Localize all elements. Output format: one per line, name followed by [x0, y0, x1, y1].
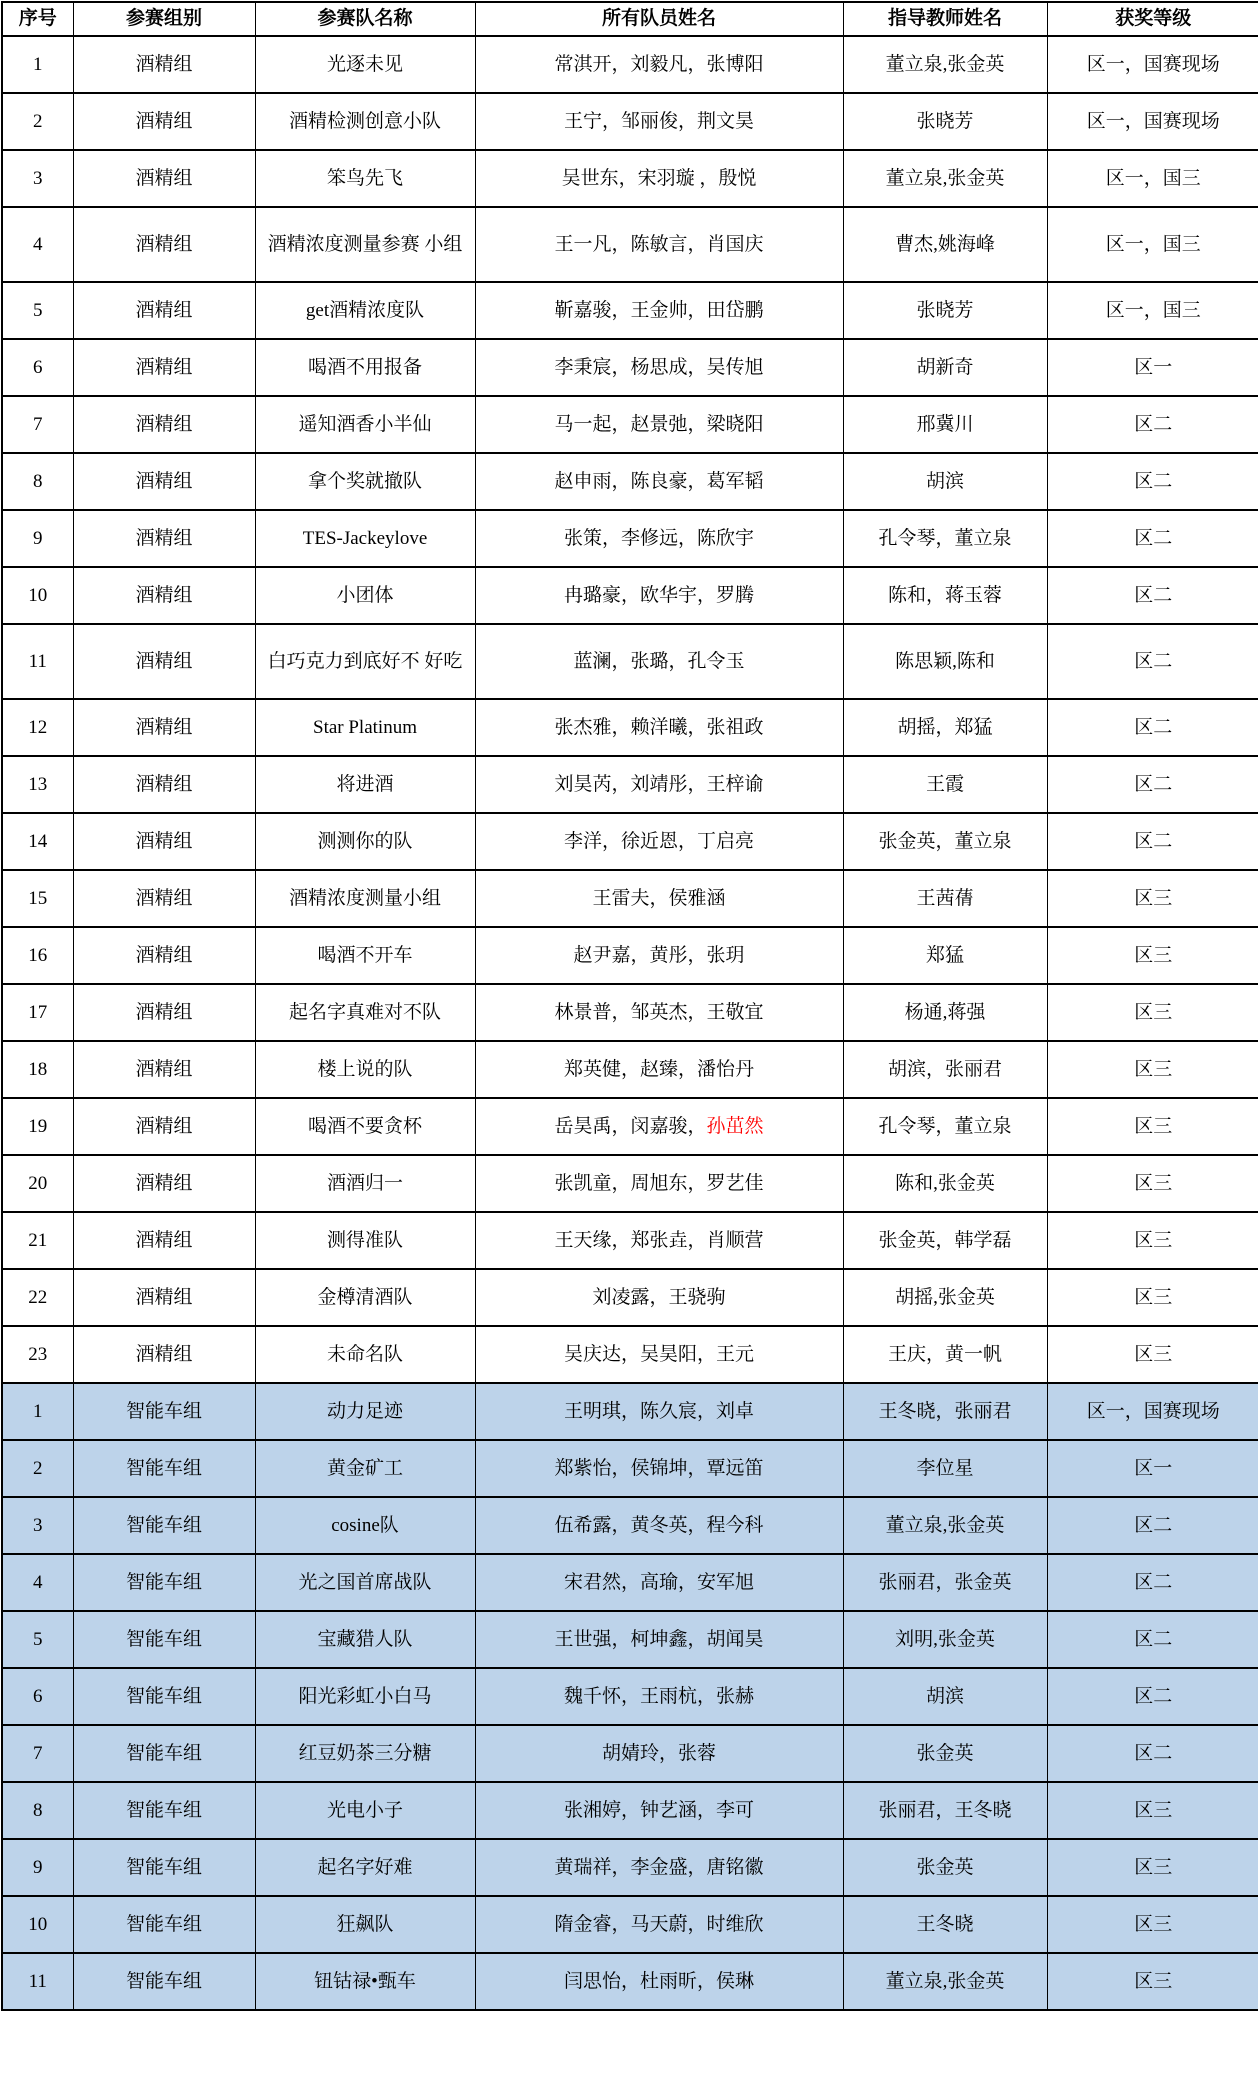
cell-advisor-names: 张晓芳	[843, 282, 1047, 339]
cell-group: 酒精组	[73, 339, 255, 396]
cell-advisor-names: 王茜蒨	[843, 870, 1047, 927]
cell-award-level: 区三	[1047, 984, 1258, 1041]
cell-advisor-names: 董立泉,张金英	[843, 36, 1047, 93]
member-names-text: 吴庆达，吴昊阳，王元	[563, 1343, 754, 1365]
cell-advisor-names: 张金英	[843, 1725, 1047, 1782]
cell-team-name: 光逐未见	[255, 36, 475, 93]
cell-serial-number: 13	[2, 756, 73, 813]
cell-group: 酒精组	[73, 207, 255, 282]
cell-member-names	[475, 396, 843, 453]
cell-group: 酒精组	[73, 396, 255, 453]
cell-team-name: 金樽清酒队	[255, 1269, 475, 1326]
table-row	[2, 1326, 1258, 1383]
member-names-text: 林景普，邹英杰，王敬宜	[554, 1001, 764, 1023]
cell-member-names	[475, 1953, 843, 2010]
cell-award-level: 区一，国三	[1047, 207, 1258, 282]
member-names-text: 郑紫怡，侯锦坤，覃远笛	[554, 1457, 764, 1479]
cell-group: 智能车组	[73, 1953, 255, 2010]
cell-member-names	[475, 984, 843, 1041]
cell-serial-number: 3	[2, 150, 73, 207]
cell-team-name: 喝酒不用报备	[255, 339, 475, 396]
cell-group: 智能车组	[73, 1839, 255, 1896]
cell-award-level: 区二	[1047, 396, 1258, 453]
cell-advisor-names: 张金英	[843, 1839, 1047, 1896]
cell-advisor-names: 董立泉,张金英	[843, 1497, 1047, 1554]
cell-team-name: cosine队	[255, 1497, 475, 1554]
cell-advisor-names: 张丽君，王冬晓	[843, 1782, 1047, 1839]
cell-group: 智能车组	[73, 1896, 255, 1953]
cell-award-level: 区二	[1047, 756, 1258, 813]
cell-award-level: 区二	[1047, 1725, 1258, 1782]
cell-award-level: 区二	[1047, 1554, 1258, 1611]
cell-member-names	[475, 813, 843, 870]
member-names-text: 张湘婷，钟艺涵，李可	[563, 1799, 754, 1821]
cell-member-names	[475, 1326, 843, 1383]
cell-member-names	[475, 1269, 843, 1326]
table-row	[2, 150, 1258, 207]
cell-serial-number: 6	[2, 339, 73, 396]
cell-member-names	[475, 1554, 843, 1611]
member-names-text: 马一起，赵景弛，梁晓阳	[554, 413, 764, 435]
cell-advisor-names: 邢冀川	[843, 396, 1047, 453]
cell-group: 酒精组	[73, 1098, 255, 1155]
cell-group: 酒精组	[73, 1326, 255, 1383]
table-row	[2, 396, 1258, 453]
cell-serial-number: 16	[2, 927, 73, 984]
cell-team-name: 宝藏猎人队	[255, 1611, 475, 1668]
cell-serial-number: 15	[2, 870, 73, 927]
cell-team-name: 楼上说的队	[255, 1041, 475, 1098]
cell-member-names	[475, 1497, 843, 1554]
member-names-text: 王一凡，陈敏言，肖国庆	[554, 233, 764, 255]
cell-advisor-names: 陈思颖,陈和	[843, 624, 1047, 699]
cell-member-names	[475, 339, 843, 396]
cell-team-name: 酒酒归一	[255, 1155, 475, 1212]
cell-team-name: 动力足迹	[255, 1383, 475, 1440]
member-names-text: 岳昊禹，闵嘉骏，	[554, 1115, 707, 1137]
cell-team-name: 将进酒	[255, 756, 475, 813]
cell-group: 酒精组	[73, 870, 255, 927]
cell-advisor-names: 王霞	[843, 756, 1047, 813]
cell-group: 智能车组	[73, 1725, 255, 1782]
cell-advisor-names: 胡滨	[843, 1668, 1047, 1725]
cell-member-names	[475, 1041, 843, 1098]
cell-team-name: 狂飙队	[255, 1896, 475, 1953]
table-row	[2, 870, 1258, 927]
cell-team-name: TES-Jackeylove	[255, 510, 475, 567]
cell-award-level: 区一，国赛现场	[1047, 1383, 1258, 1440]
table-row	[2, 927, 1258, 984]
member-names-text: 王明琪，陈久宸，刘卓	[563, 1400, 754, 1422]
cell-group: 酒精组	[73, 93, 255, 150]
cell-advisor-names: 胡滨	[843, 453, 1047, 510]
cell-serial-number: 10	[2, 1896, 73, 1953]
table-row	[2, 207, 1258, 282]
member-names-text: 刘昊芮，刘靖彤，王梓谕	[554, 773, 764, 795]
cell-serial-number: 11	[2, 1953, 73, 2010]
cell-team-name: 光之国首席战队	[255, 1554, 475, 1611]
cell-team-name: 阳光彩虹小白马	[255, 1668, 475, 1725]
cell-group: 智能车组	[73, 1611, 255, 1668]
cell-member-names	[475, 207, 843, 282]
cell-member-names	[475, 1839, 843, 1896]
table-row	[2, 813, 1258, 870]
member-names-text: 黄瑞祥，李金盛，唐铭徽	[554, 1856, 764, 1878]
member-names-text: 赵尹嘉，黄彤，张玥	[573, 944, 745, 966]
cell-award-level: 区二	[1047, 624, 1258, 699]
cell-team-name: 酒精检测创意小队	[255, 93, 475, 150]
cell-advisor-names: 胡新奇	[843, 339, 1047, 396]
cell-serial-number: 19	[2, 1098, 73, 1155]
cell-advisor-names: 郑猛	[843, 927, 1047, 984]
cell-advisor-names: 王冬晓，张丽君	[843, 1383, 1047, 1440]
cell-member-names	[475, 1440, 843, 1497]
cell-member-names	[475, 756, 843, 813]
cell-advisor-names: 王冬晓	[843, 1896, 1047, 1953]
member-names-text: 王天缘，郑张垚，肖顺营	[554, 1229, 764, 1251]
cell-serial-number: 11	[2, 624, 73, 699]
cell-award-level: 区二	[1047, 567, 1258, 624]
member-names-text: 王世强，柯坤鑫，胡闻昊	[554, 1628, 764, 1650]
cell-award-level: 区三	[1047, 1155, 1258, 1212]
table-row	[2, 1554, 1258, 1611]
header-team-name: 参赛队名称	[255, 2, 475, 36]
cell-award-level: 区三	[1047, 927, 1258, 984]
cell-member-names	[475, 93, 843, 150]
cell-award-level: 区三	[1047, 1212, 1258, 1269]
cell-group: 智能车组	[73, 1383, 255, 1440]
member-names-text: 张杰雅，赖洋曦，张祖政	[554, 716, 764, 738]
cell-member-names	[475, 699, 843, 756]
cell-group: 智能车组	[73, 1440, 255, 1497]
member-names-text: 常淇开，刘毅凡，张博阳	[554, 53, 764, 75]
member-names-text: 赵申雨，陈良豪，葛军韬	[554, 470, 764, 492]
table-row	[2, 1041, 1258, 1098]
header-advisor-names: 指导教师姓名	[843, 2, 1047, 36]
member-names-text: 闫思怡，杜雨昕，侯琳	[563, 1970, 754, 1992]
cell-group: 酒精组	[73, 699, 255, 756]
cell-advisor-names: 张丽君，张金英	[843, 1554, 1047, 1611]
cell-team-name: 拿个奖就撤队	[255, 453, 475, 510]
cell-award-level: 区三	[1047, 1269, 1258, 1326]
cell-serial-number: 1	[2, 36, 73, 93]
cell-group: 酒精组	[73, 1041, 255, 1098]
member-names-text: 魏千怀，王雨杭，张赫	[563, 1685, 754, 1707]
member-names-text: 王宁，邹丽俊，荆文昊	[563, 110, 754, 132]
cell-group: 智能车组	[73, 1668, 255, 1725]
cell-advisor-names: 胡滨，张丽君	[843, 1041, 1047, 1098]
cell-award-level: 区一，国三	[1047, 150, 1258, 207]
table-row	[2, 1098, 1258, 1155]
cell-serial-number: 1	[2, 1383, 73, 1440]
cell-group: 酒精组	[73, 150, 255, 207]
cell-serial-number: 2	[2, 93, 73, 150]
member-names-text: 胡婧玲，张蓉	[601, 1742, 716, 1764]
cell-team-name: 黄金矿工	[255, 1440, 475, 1497]
cell-group: 酒精组	[73, 510, 255, 567]
cell-award-level: 区三	[1047, 1953, 1258, 2010]
table-row	[2, 36, 1258, 93]
table-row	[2, 1953, 1258, 2010]
cell-advisor-names: 曹杰,姚海峰	[843, 207, 1047, 282]
member-names-text: 靳嘉骏，王金帅，田岱鹏	[554, 299, 764, 321]
cell-serial-number: 3	[2, 1497, 73, 1554]
cell-member-names	[475, 1668, 843, 1725]
cell-group: 智能车组	[73, 1554, 255, 1611]
cell-team-name: 起名字好难	[255, 1839, 475, 1896]
member-names-text: 王雷夫，侯雅涵	[592, 887, 726, 909]
cell-team-name: 测得准队	[255, 1212, 475, 1269]
cell-award-level: 区三	[1047, 1839, 1258, 1896]
cell-serial-number: 2	[2, 1440, 73, 1497]
table-row	[2, 1611, 1258, 1668]
cell-serial-number: 17	[2, 984, 73, 1041]
cell-group: 酒精组	[73, 927, 255, 984]
cell-member-names	[475, 624, 843, 699]
cell-advisor-names: 李位星	[843, 1440, 1047, 1497]
table-row	[2, 510, 1258, 567]
cell-group: 酒精组	[73, 1155, 255, 1212]
cell-award-level: 区一，国赛现场	[1047, 93, 1258, 150]
table-row	[2, 756, 1258, 813]
member-names-text: 张策，李修远，陈欣宇	[563, 527, 754, 549]
table-row	[2, 984, 1258, 1041]
cell-serial-number: 10	[2, 567, 73, 624]
cell-advisor-names: 王庆，黄一帆	[843, 1326, 1047, 1383]
cell-serial-number: 9	[2, 510, 73, 567]
cell-team-name: 酒精浓度测量参赛 小组	[255, 207, 475, 282]
header-group: 参赛组别	[73, 2, 255, 36]
table-row	[2, 1896, 1258, 1953]
cell-member-names	[475, 1782, 843, 1839]
cell-member-names	[475, 1725, 843, 1782]
cell-group: 智能车组	[73, 1782, 255, 1839]
cell-serial-number: 14	[2, 813, 73, 870]
member-names-text: 吴世东，宋羽璇 ，殷悦	[561, 167, 757, 189]
cell-advisor-names: 胡摇,张金英	[843, 1269, 1047, 1326]
cell-member-names	[475, 1212, 843, 1269]
table-row	[2, 624, 1258, 699]
cell-serial-number: 20	[2, 1155, 73, 1212]
cell-award-level: 区二	[1047, 510, 1258, 567]
member-names-text: 冉璐豪，欧华宇，罗腾	[563, 584, 754, 606]
table-row	[2, 1668, 1258, 1725]
table-row	[2, 567, 1258, 624]
cell-team-name: get酒精浓度队	[255, 282, 475, 339]
cell-team-name: 白巧克力到底好不 好吃	[255, 624, 475, 699]
cell-member-names	[475, 1155, 843, 1212]
table-row	[2, 1839, 1258, 1896]
cell-advisor-names: 孔令琴，董立泉	[843, 1098, 1047, 1155]
table-row	[2, 1155, 1258, 1212]
cell-award-level: 区二	[1047, 1668, 1258, 1725]
cell-group: 酒精组	[73, 624, 255, 699]
cell-team-name: 笨鸟先飞	[255, 150, 475, 207]
cell-serial-number: 22	[2, 1269, 73, 1326]
cell-advisor-names: 胡摇，郑猛	[843, 699, 1047, 756]
cell-serial-number: 4	[2, 1554, 73, 1611]
cell-award-level: 区二	[1047, 813, 1258, 870]
cell-award-level: 区二	[1047, 1611, 1258, 1668]
table-row	[2, 699, 1258, 756]
competition-results-table	[1, 1, 1258, 2011]
cell-award-level: 区一	[1047, 1440, 1258, 1497]
cell-team-name: 遥知酒香小半仙	[255, 396, 475, 453]
cell-award-level: 区三	[1047, 870, 1258, 927]
cell-serial-number: 6	[2, 1668, 73, 1725]
cell-team-name: 喝酒不开车	[255, 927, 475, 984]
table-row	[2, 339, 1258, 396]
cell-team-name: 小团体	[255, 567, 475, 624]
cell-advisor-names: 张金英，董立泉	[843, 813, 1047, 870]
cell-team-name: Star Platinum	[255, 699, 475, 756]
cell-advisor-names: 陈和，蒋玉蓉	[843, 567, 1047, 624]
member-names-text: 伍希露，黄冬英，程今科	[554, 1514, 764, 1536]
member-names-text: 刘凌露，王骁驹	[592, 1286, 726, 1308]
header-serial-number: 序号	[2, 2, 73, 36]
cell-team-name: 测测你的队	[255, 813, 475, 870]
cell-serial-number: 7	[2, 1725, 73, 1782]
cell-advisor-names: 张金英，韩学磊	[843, 1212, 1047, 1269]
cell-serial-number: 5	[2, 1611, 73, 1668]
cell-serial-number: 4	[2, 207, 73, 282]
cell-serial-number: 8	[2, 453, 73, 510]
cell-team-name: 起名字真难对不队	[255, 984, 475, 1041]
cell-group: 酒精组	[73, 453, 255, 510]
table-row	[2, 93, 1258, 150]
cell-member-names	[475, 1383, 843, 1440]
header-award-level: 获奖等级	[1047, 2, 1258, 36]
table-row	[2, 1269, 1258, 1326]
cell-advisor-names: 董立泉,张金英	[843, 1953, 1047, 2010]
cell-advisor-names: 刘明,张金英	[843, 1611, 1047, 1668]
header-member-names: 所有队员姓名	[475, 2, 843, 36]
cell-member-names	[475, 1098, 843, 1155]
cell-member-names	[475, 36, 843, 93]
header-row	[2, 2, 1258, 36]
cell-group: 酒精组	[73, 984, 255, 1041]
table-row	[2, 282, 1258, 339]
cell-group: 酒精组	[73, 1212, 255, 1269]
cell-member-names	[475, 282, 843, 339]
cell-serial-number: 21	[2, 1212, 73, 1269]
cell-group: 酒精组	[73, 813, 255, 870]
table-row	[2, 1497, 1258, 1554]
cell-advisor-names: 张晓芳	[843, 93, 1047, 150]
cell-serial-number: 8	[2, 1782, 73, 1839]
cell-team-name: 喝酒不要贪杯	[255, 1098, 475, 1155]
cell-serial-number: 18	[2, 1041, 73, 1098]
cell-member-names	[475, 453, 843, 510]
member-names-text: 宋君然，高瑜，安军旭	[563, 1571, 754, 1593]
table-row	[2, 1725, 1258, 1782]
table-row	[2, 1212, 1258, 1269]
cell-award-level: 区二	[1047, 1497, 1258, 1554]
cell-team-name: 钮钴禄•甄车	[255, 1953, 475, 2010]
cell-award-level: 区二	[1047, 453, 1258, 510]
cell-award-level: 区一，国赛现场	[1047, 36, 1258, 93]
cell-member-names	[475, 870, 843, 927]
table-row	[2, 1383, 1258, 1440]
member-names-text: 郑英健，赵臻，潘怡丹	[563, 1058, 754, 1080]
member-names-text: 李洋，徐近恩，丁启亮	[563, 830, 754, 852]
cell-serial-number: 7	[2, 396, 73, 453]
cell-group: 酒精组	[73, 282, 255, 339]
cell-group: 智能车组	[73, 1497, 255, 1554]
cell-award-level: 区三	[1047, 1041, 1258, 1098]
table-row	[2, 453, 1258, 510]
cell-serial-number: 23	[2, 1326, 73, 1383]
cell-group: 酒精组	[73, 1269, 255, 1326]
cell-serial-number: 12	[2, 699, 73, 756]
cell-award-level: 区三	[1047, 1326, 1258, 1383]
cell-group: 酒精组	[73, 36, 255, 93]
cell-award-level: 区三	[1047, 1782, 1258, 1839]
cell-award-level: 区一	[1047, 339, 1258, 396]
table-row	[2, 1782, 1258, 1839]
cell-group: 酒精组	[73, 567, 255, 624]
member-names-text: 蓝澜，张璐，孔令玉	[573, 650, 745, 672]
cell-member-names	[475, 1611, 843, 1668]
cell-member-names	[475, 927, 843, 984]
member-names-text: 李秉宸，杨思成，吴传旭	[554, 356, 764, 378]
member-name-highlighted: 孙茁然	[706, 1115, 764, 1137]
member-names-text: 隋金睿，马天蔚，时维欣	[554, 1913, 764, 1935]
cell-team-name: 酒精浓度测量小组	[255, 870, 475, 927]
cell-serial-number: 5	[2, 282, 73, 339]
cell-team-name: 未命名队	[255, 1326, 475, 1383]
cell-advisor-names: 孔令琴，董立泉	[843, 510, 1047, 567]
cell-award-level: 区一，国三	[1047, 282, 1258, 339]
cell-award-level: 区三	[1047, 1098, 1258, 1155]
cell-advisor-names: 董立泉,张金英	[843, 150, 1047, 207]
cell-advisor-names: 杨通,蒋强	[843, 984, 1047, 1041]
cell-member-names	[475, 567, 843, 624]
cell-award-level: 区三	[1047, 1896, 1258, 1953]
cell-group: 酒精组	[73, 756, 255, 813]
table-row	[2, 1440, 1258, 1497]
cell-team-name: 红豆奶茶三分糖	[255, 1725, 475, 1782]
cell-serial-number: 9	[2, 1839, 73, 1896]
cell-team-name: 光电小子	[255, 1782, 475, 1839]
cell-member-names	[475, 1896, 843, 1953]
cell-member-names	[475, 510, 843, 567]
member-names-text: 张凯童，周旭东，罗艺佳	[554, 1172, 764, 1194]
cell-member-names	[475, 150, 843, 207]
cell-advisor-names: 陈和,张金英	[843, 1155, 1047, 1212]
cell-award-level: 区二	[1047, 699, 1258, 756]
